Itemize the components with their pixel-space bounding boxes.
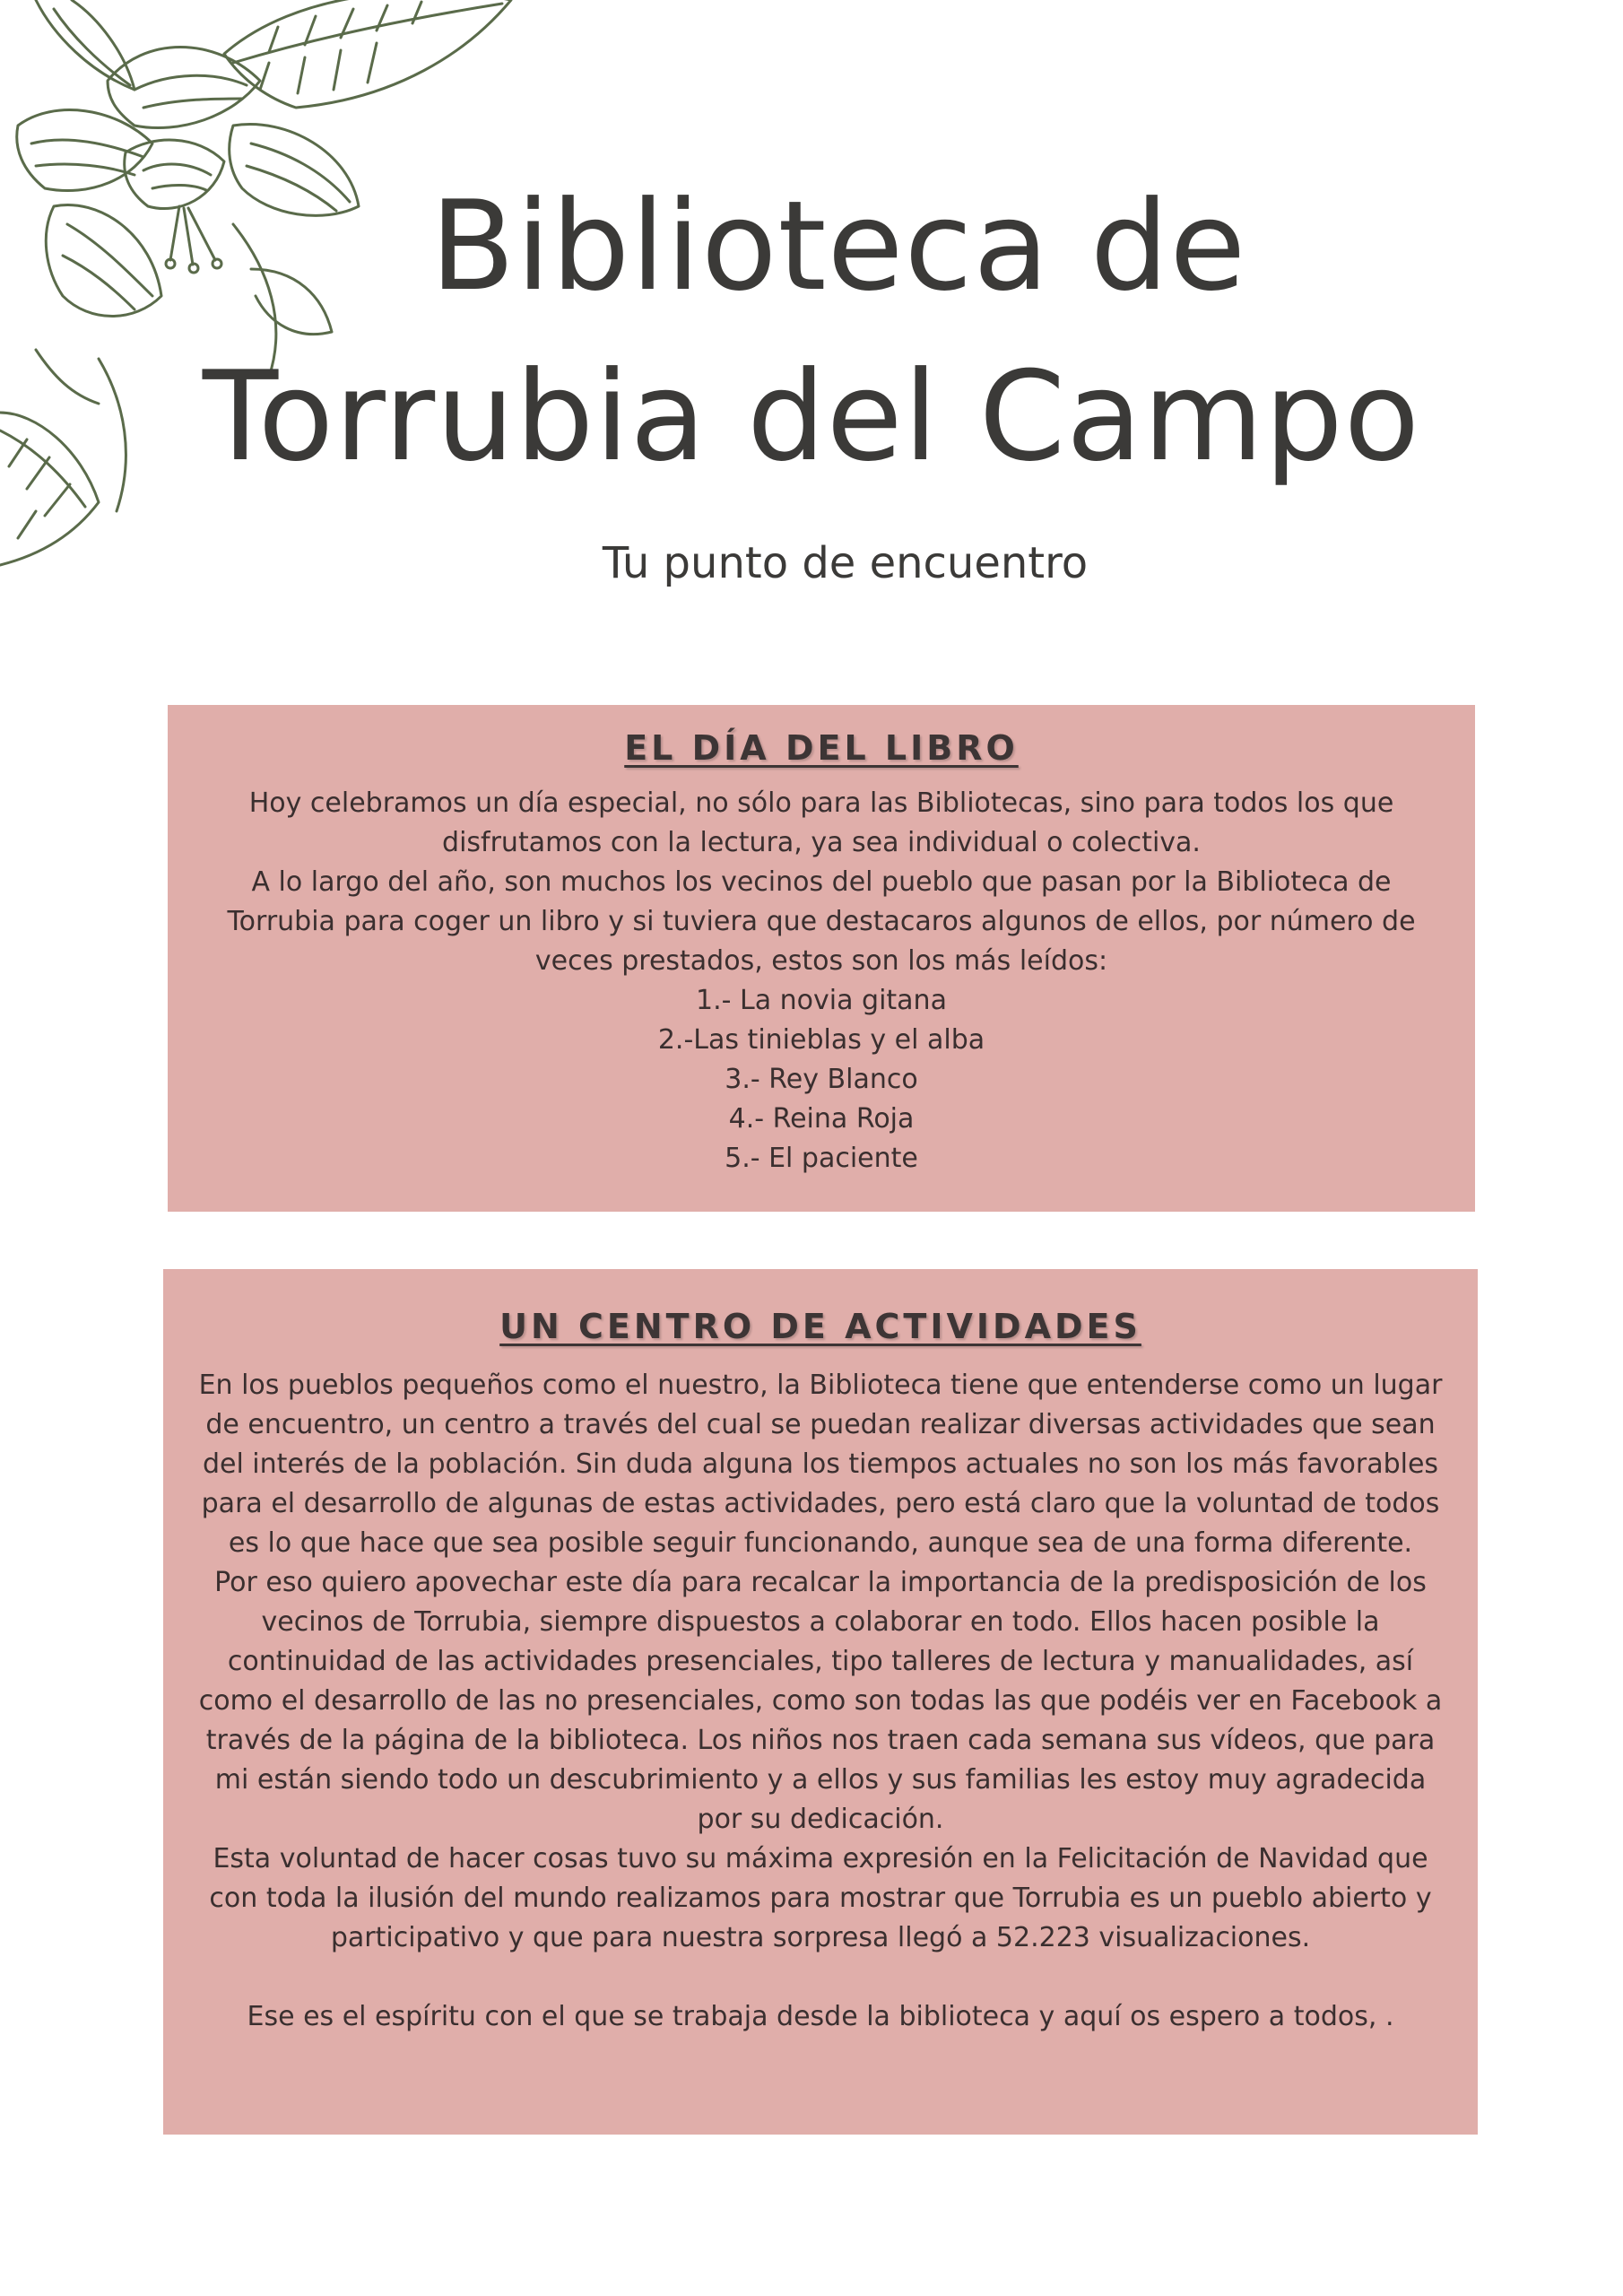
list-item: 1.- La novia gitana (696, 985, 947, 1016)
section-body: A lo largo del año, son muchos los vecinos del pueblo que pasan por la Biblioteca de Torrubia para coger un libro y si tuviera que destacaros algunos de ellos, por número de veces prestados, estos son los más leídos: (227, 866, 1416, 977)
list-item: 3.- Rey Blanco (725, 1064, 918, 1095)
paragraph-4: Ese es el espíritu con el que se trabaja desde la biblioteca y aquí os espero a todos, . (247, 2001, 1394, 2032)
list-item: 5.- El paciente (725, 1143, 918, 1174)
centro-de-actividades-section (163, 1269, 1478, 2135)
section-heading-dia-del-libro: EL DÍA DEL LIBRO (624, 728, 1019, 768)
spacer (163, 1958, 1478, 1997)
page-title (0, 161, 1623, 502)
section-intro: Hoy celebramos un día especial, no sólo para las Bibliotecas, sino para todos los que disfrutamos con la lectura, ya sea individual o colectiva. (248, 787, 1394, 858)
list-item: 4.- Reina Roja (728, 1103, 915, 1135)
dia-del-libro-section (168, 705, 1475, 1212)
title-line-1: Biblioteca de (430, 174, 1247, 318)
paragraph-3: Esta voluntad de hacer cosas tuvo su máxima expresión en la Felicitación de Navidad que con toda la ilusión del mundo realizamos para mostrar que Torrubia es un pueblo abierto y participativo y que para nuestra sorpresa llegó a 52.223 visualizaciones. (209, 1843, 1432, 1953)
paragraph-1: En los pueblos pequeños como el nuestro, la Biblioteca tiene que entenderse como un lugar de encuentro, un centro a través del cual se puedan realizar diversas actividades que sean del interés de la población. Sin duda alguna los tiempos actuales no son los más favorables para el desarrollo de algunas de estas actividades, pero está claro que la voluntad de todos es lo que hace que sea posible seguir funcionando, aunque sea de una forma diferente. (198, 1370, 1443, 1559)
title-line-2: Torrubia del Campo (202, 344, 1421, 489)
list-item: 2.-Las tinieblas y el alba (657, 1024, 985, 1056)
section-heading-centro-actividades: UN CENTRO DE ACTIVIDADES (499, 1307, 1141, 1346)
paragraph-2: Por eso quiero apovechar este día para recalcar la importancia de la predisposición de los vecinos de Torrubia, siempre dispuestos a colaborar en todo. Ellos hacen posible la continuidad de las actividades presenciales, tipo talleres de lectura y manualidades, así como el desarrollo de las no presenciales, como son todas las que podéis ver en Facebook a través de la página de la biblioteca. Los niños nos traen cada semana sus vídeos, que para mi están siendo todo un descubrimiento y a ellos y sus familias les estoy muy agradecida por su dedicación. (198, 1567, 1443, 1835)
most-read-books-list (168, 981, 1475, 1178)
subtitle: Tu punto de encuentro (602, 538, 1089, 588)
